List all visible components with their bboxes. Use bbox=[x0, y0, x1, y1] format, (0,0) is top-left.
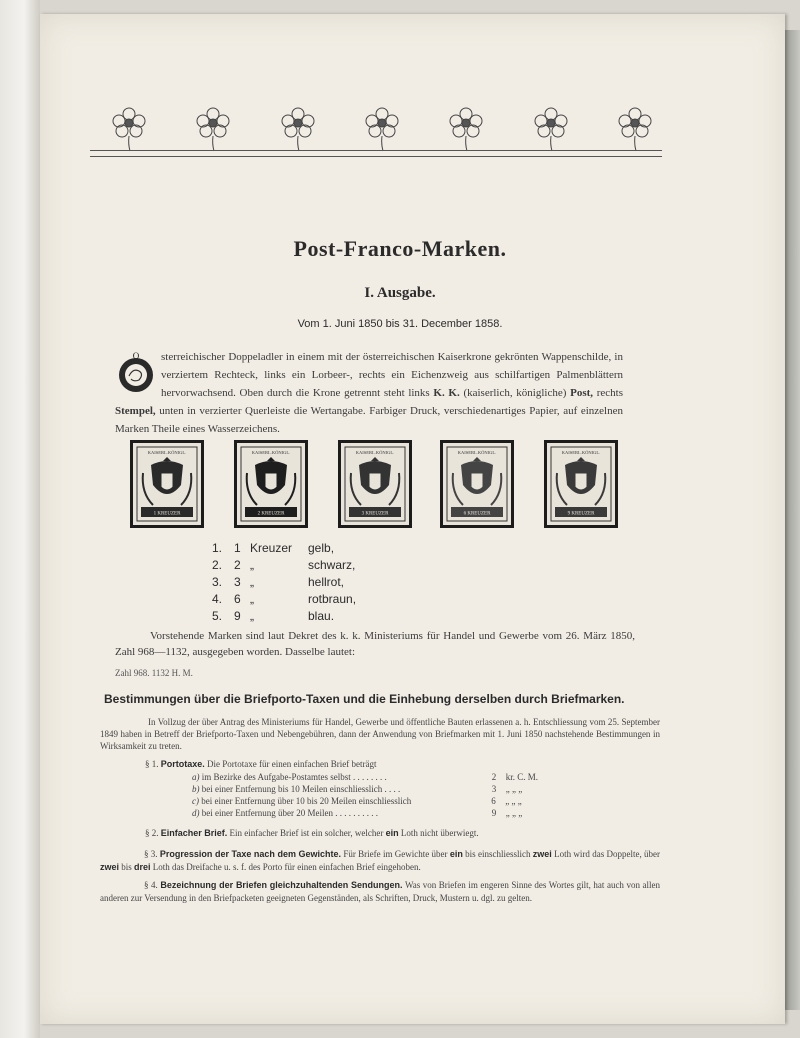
issue-dates: Vom 1. Juni 1850 bis 31. December 1858. bbox=[297, 318, 503, 330]
stamp-2-kreuzer bbox=[234, 440, 308, 528]
svg-text:3 KREUZER: 3 KREUZER bbox=[361, 511, 389, 517]
dropcap-ornament-icon bbox=[115, 352, 157, 394]
section-1: § 1. Portotaxe. Die Portotaxe für einen einfachen Brief beträgt bbox=[145, 759, 377, 769]
flower-ornament-icon bbox=[534, 106, 568, 152]
section-2: § 2. Einfacher Brief. Ein einfacher Brief ist ein solcher, welcher ein Loth nicht überwiegt. bbox=[145, 828, 479, 838]
flower-ornament-icon bbox=[112, 106, 146, 152]
svg-text:2 KREUZER: 2 KREUZER bbox=[257, 511, 285, 517]
header-rule bbox=[90, 150, 662, 151]
list-item: a) im Bezirke des Aufgabe-Postamtes selbst . . . . . . . . 2 kr. C. M. bbox=[192, 772, 539, 782]
preamble-paragraph: In Vollzug der über Antrag des Ministeriums für Handel, Gewerbe und öffentliche Bauten erlassenen a. h. Entschliessung vom 25. September 1849 haben in Betreff der Briefporto-Taxen und Nebengebühren, dann der Anwendung von Briefmarken mit 1. Juni 1850 nachstehende Bestimmungen in Wirksamkeit zu treten. bbox=[100, 717, 660, 751]
stamp-eagle-image bbox=[237, 443, 305, 525]
stamp-6-kreuzer bbox=[440, 440, 514, 528]
list-item: d) bei einer Entfernung über 20 Meilen . . . . . . . . . . 9 „ „ „ bbox=[192, 808, 523, 818]
section-heading: Bestimmungen über die Briefporto-Taxen und die Einhebung derselben durch Briefmarken. bbox=[104, 692, 625, 706]
dropcap-letter: Ö bbox=[132, 352, 140, 361]
svg-text:KAISERL.KÖNIGL.: KAISERL.KÖNIGL. bbox=[457, 450, 497, 455]
svg-text:1 KREUZER: 1 KREUZER bbox=[153, 511, 181, 517]
svg-text:KAISERL.KÖNIGL.: KAISERL.KÖNIGL. bbox=[355, 450, 395, 455]
list-item: 1. 1 Kreuzer gelb, bbox=[212, 541, 335, 555]
svg-text:KAISERL.KÖNIGL.: KAISERL.KÖNIGL. bbox=[147, 450, 187, 455]
list-item: b) bei einer Entfernung bis 10 Meilen einschliesslich . . . . 3 „ „ „ bbox=[192, 784, 523, 794]
list-item: 2. 2 „ schwarz, bbox=[212, 558, 356, 572]
svg-text:6 KREUZER: 6 KREUZER bbox=[463, 511, 491, 517]
reference-number: Zahl 968. 1132 H. M. bbox=[115, 668, 193, 678]
intro-paragraph: Ö sterreichischer Doppeladler in einem mit der österreichischen Kaiserkrone gekrönten Wappenschilde, in verziertem Rechteck, links ein Lorbeer-, rechts ein Eichenzweig aus schilfartigen Palmenblättern hervorwachsend. Oben durch die Krone getrennt steht links K. K. (kaiserlich, königliche) Post, rechts Stempel, unten in verzierter Querleiste die Wertangabe. Farbiger Druck, verschiedenartiges Papier, auf einzelnen Marken Theile eines Wasserzeichens. bbox=[115, 351, 623, 435]
svg-text:9 KREUZER: 9 KREUZER bbox=[567, 511, 595, 517]
list-item: 5. 9 „ blau. bbox=[212, 609, 335, 623]
header-rule bbox=[90, 156, 662, 157]
section-3: § 3. Progression der Taxe nach dem Gewichte. Für Briefe im Gewichte über ein bis einschliesslich zwei Loth wird das Doppelte, über zwei bis drei Loth das Dreifache u. s. f. des Porto für einen einfachen Brief eingehoben. bbox=[100, 849, 661, 872]
stamp-eagle-image bbox=[443, 443, 511, 525]
book-edge bbox=[785, 30, 800, 1010]
portotaxe-list bbox=[192, 771, 538, 819]
page-subtitle: I. Ausgabe. bbox=[364, 285, 436, 301]
stamp-eagle-image bbox=[133, 443, 201, 525]
stamp-1-kreuzer bbox=[130, 440, 204, 528]
flower-ornament-icon bbox=[365, 106, 399, 152]
stamp-value-list bbox=[212, 540, 356, 625]
page-title: Post-Franco-Marken. bbox=[293, 236, 507, 261]
flower-ornament-icon bbox=[196, 106, 230, 152]
flower-ornament-icon bbox=[449, 106, 483, 152]
svg-text:KAISERL.KÖNIGL.: KAISERL.KÖNIGL. bbox=[561, 450, 601, 455]
stamp-illustrations bbox=[130, 440, 630, 532]
stamp-9-kreuzer bbox=[544, 440, 618, 528]
flower-ornament-icon bbox=[618, 106, 652, 152]
stamp-eagle-image bbox=[341, 443, 409, 525]
section-4: § 4. Bezeichnung der Briefen gleichzuhaltenden Sendungen. Was von Briefen im engeren Sinne des Wortes gilt, hat auch von allen anderen zur Versendung in den Briefpacketen geeigneten Gegenständen, als Schriften, Druck, Mustern u. dgl. zu gelten. bbox=[100, 880, 661, 903]
list-item: 3. 3 „ hellrot, bbox=[212, 575, 345, 589]
svg-text:KAISERL.KÖNIGL.: KAISERL.KÖNIGL. bbox=[251, 450, 291, 455]
stamp-eagle-image bbox=[547, 443, 615, 525]
flower-ornament-icon bbox=[281, 106, 315, 152]
stamp-3-kreuzer bbox=[338, 440, 412, 528]
list-item: 4. 6 „ rotbraun, bbox=[212, 592, 357, 606]
facing-page-edge bbox=[0, 0, 40, 1038]
list-item: c) bei einer Entfernung über 10 bis 20 Meilen einschliesslich 6 „ „ „ bbox=[192, 796, 522, 806]
flower-ornament-row bbox=[112, 106, 652, 156]
decree-paragraph: Vorstehende Marken sind laut Dekret des k. k. Ministeriums für Handel und Gewerbe vom 26. März 1850, Zahl 968—1132, ausgegeben worden. Dasselbe lautet: bbox=[115, 630, 635, 658]
